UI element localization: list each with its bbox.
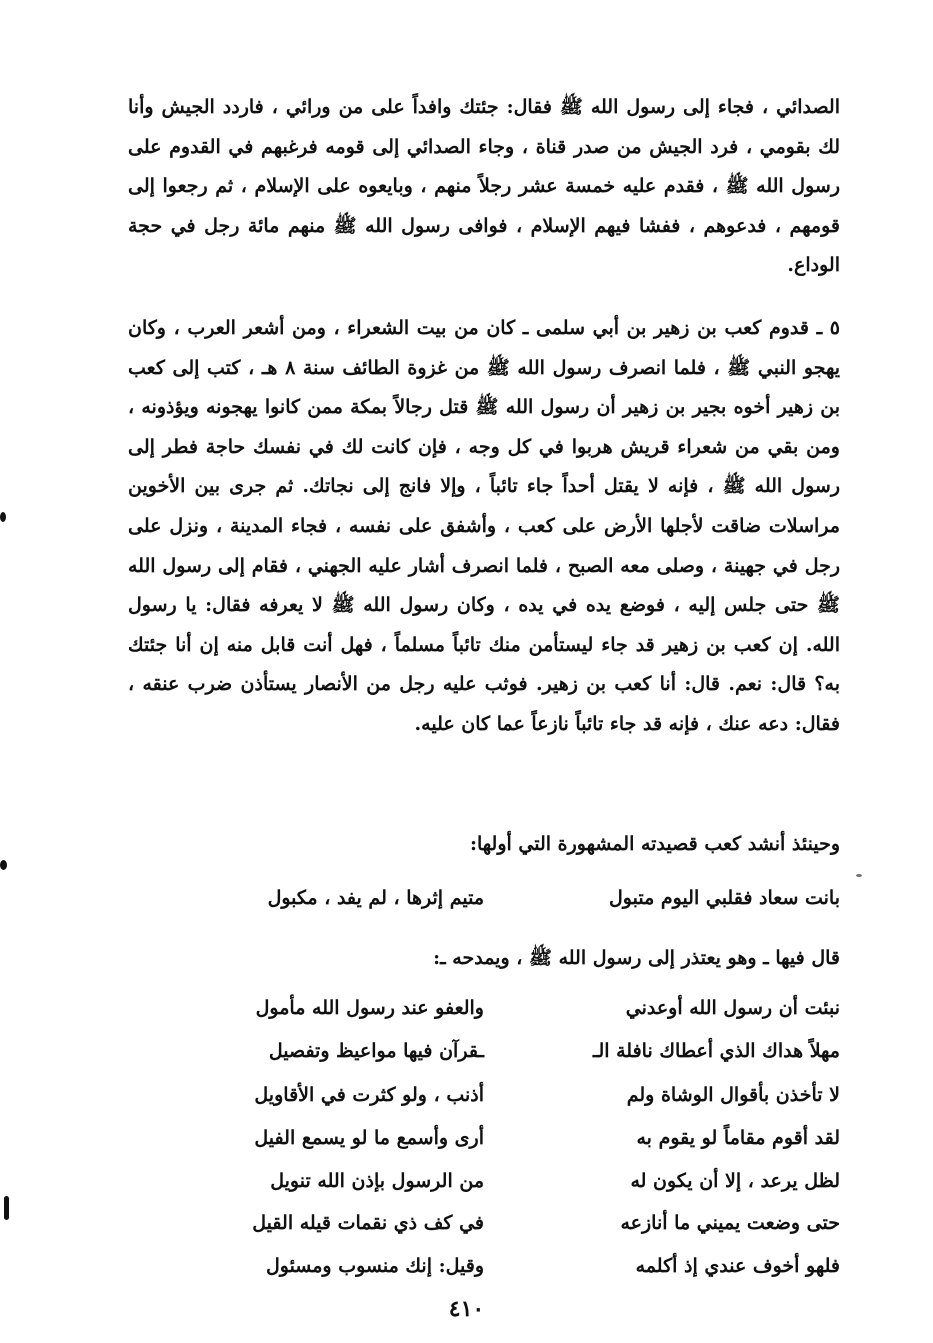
scan-speck [856,874,862,877]
verse-first-hemistich: مهلاً هداك الذي أعطاك نافلة الـ [592,1040,840,1062]
verse-second-hemistich: أرى وأسمع ما لو يسمع الفيل [254,1127,484,1149]
verse-line [128,988,840,1028]
verse-first-hemistich: بانت سعاد فقلبي اليوم متبول [608,887,840,909]
verse-line [128,1246,840,1286]
scan-speck [4,1196,9,1220]
verse-first-hemistich: نبئت أن رسول الله أوعدني [625,997,840,1019]
verse-second-hemistich: في كف ذي نقمات قيله القيل [252,1212,484,1234]
verse-first-hemistich: لظل يرعد ، إلا أن يكون له [630,1170,840,1192]
verse-line [128,1075,840,1115]
page-number: ٤١٠ [448,1296,485,1322]
verse-second-hemistich: أذنب ، ولو كثرت في الأقاويل [254,1084,484,1106]
verse-line [128,1203,840,1243]
opening-verse [128,878,840,918]
verse-line [128,1161,840,1201]
paragraph-poem-intro: وحينئذ أنشد كعب قصيدته المشهورة التي أولها: [469,833,840,855]
scan-speck [0,860,7,870]
verse-first-hemistich: لا تأخذن بأقوال الوشاة ولم [626,1084,840,1106]
paragraph-sadaai-delegation: الصدائي ، فجاء إلى رسول الله ﷺ فقال: جئتك وافداً على من ورائي ، فاردد الجيش وأنا لك بقومي ، فرد الجيش من صدر قناة ، وجاء الصدائي إلى قومه فرغبهم في القدوم على رسول الله ﷺ ، فقدم عليه خمسة عشر رجلاً منهم ، وبايعوه على الإسلام ، ثم رجعوا إلى قومهم ، فدعوهم ، ففشا فيهم الإسلام ، فوافى رسول الله ﷺ منهم مائة رجل في حجة الوداع. [128,96,840,277]
verse-line [128,1031,840,1071]
verse-second-hemistich: متيم إثرها ، لم يفد ، مكبول [267,887,484,909]
verse-first-hemistich: فلهو أخوف عندي إذ أكلمه [635,1255,840,1277]
verse-second-hemistich: وقيل: إنك منسوب ومسئول [265,1255,484,1277]
verse-first-hemistich: حتى وضعت يميني ما أنازعه [620,1212,840,1234]
scan-speck [0,512,6,522]
verse-first-hemistich: لقد أقوم مقاماً لو يقوم به [636,1127,840,1149]
verse-second-hemistich: من الرسول بإذن الله تنويل [270,1170,484,1192]
poem-context-line: قال فيها ـ وهو يعتذر إلى رسول الله ﷺ ، ويمدحه ـ: [433,947,840,969]
verse-line [128,1118,840,1158]
verse-second-hemistich: والعفو عند رسول الله مأمول [255,997,484,1019]
paragraph-kaab-bin-zuhair: ٥ ـ قدوم كعب بن زهير بن أبي سلمى ـ كان من بيت الشعراء ، ومن أشعر العرب ، وكان يهجو النبي ﷺ ، فلما انصرف رسول الله ﷺ من غزوة الطائف سنة ٨ هـ ، كتب إلى كعب بن زهير أخوه بجير بن زهير أن رسول الله ﷺ قتل رجالاً بمكة ممن كانوا يهجونه ويؤذونه ، ومن بقي من شعراء قريش هربوا في كل وجه ، فإن كانت لك في نفسك حاجة فطر إلى رسول الله ﷺ ، فإنه لا يقتل أحداً جاء تائباً ، وإلا فانج إلى نجاتك. ثم جرى بين الأخوين مراسلات ضاقت لأجلها الأرض على كعب ، وأشفق على نفسه ، فجاء المدينة ، ونزل على رجل في جهينة ، وصلى معه الصبح ، فلما انصرف أشار عليه الجهني ، فقام إلى رسول الله ﷺ حتى جلس إليه ، فوضع يده في يده ، وكان رسول الله ﷺ لا يعرفه فقال: يا رسول الله. إن كعب بن زهير قد جاء ليستأمن منك تائباً مسلماً ، فهل أنت قابل منه إن أنا جئتك به؟ قال: نعم. قال: أنا كعب بن زهير. فوثب عليه رجل من الأنصار يستأذن ضرب عنقه ، فقال: دعه عنك ، فإنه قد جاء تائباً نازعاً عما كان عليه. [128,317,840,735]
verse-second-hemistich: ـقرآن فيها مواعيظ وتفصيل [268,1040,484,1062]
